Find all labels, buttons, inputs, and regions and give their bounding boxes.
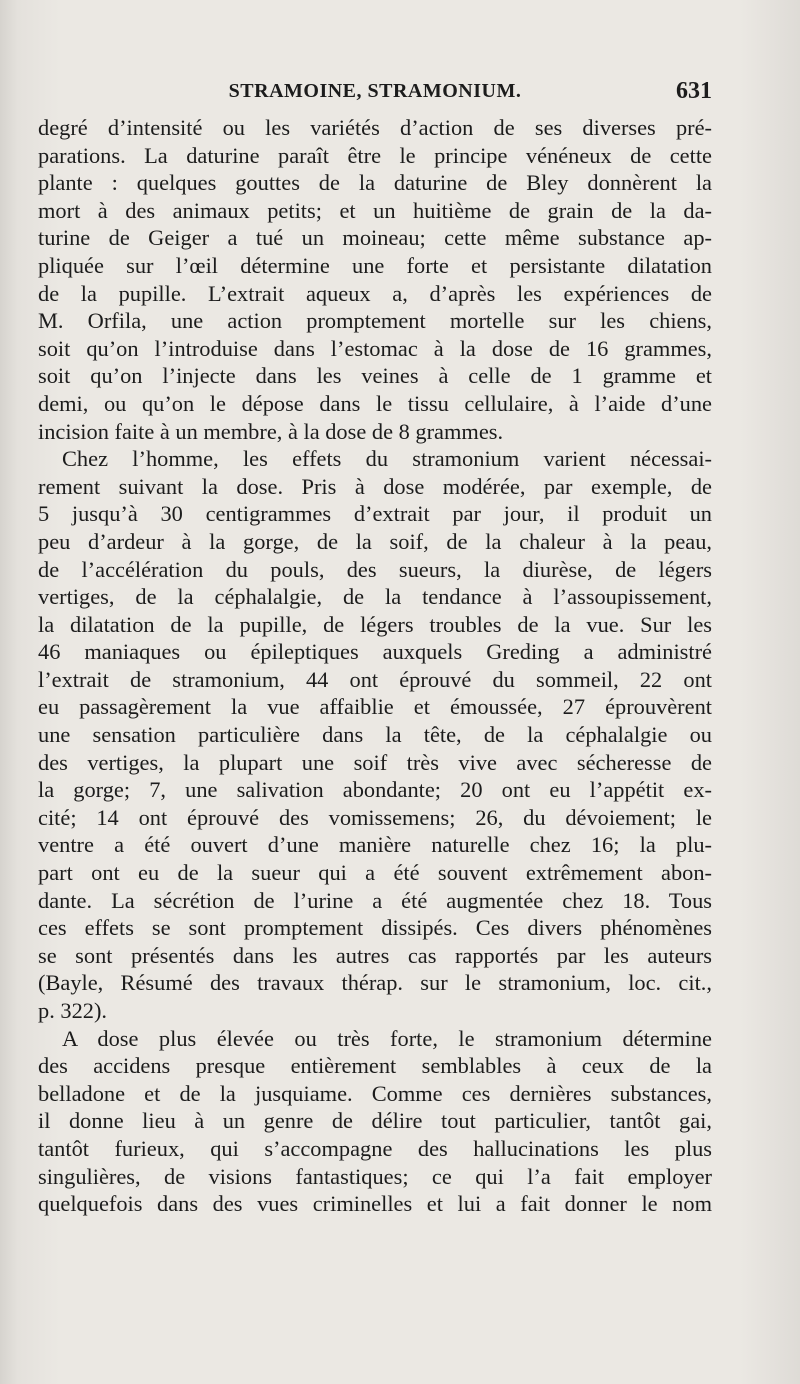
page-number: 631 [676,78,712,104]
text-line: (Bayle, Résumé des travaux thérap. sur le stramonium, loc. cit., [38,970,712,996]
text-line: belladone et de la jusquiame. Comme ces dernières substances, [38,1080,712,1106]
text-line: tantôt furieux, qui s’accompagne des hallucinations les plus [38,1135,712,1161]
text-line: degré d’intensité ou les variétés d’action de ses diverses pré- [38,115,712,140]
text-line: 46 maniaques ou épileptiques auxquels Greding a administré [38,639,712,665]
text-line: plante : quelques gouttes de la daturine de Bley donnèrent la [38,170,712,196]
text-line: des accidens presque entièrement semblables à ceux de la [38,1053,712,1079]
paragraph-3 [38,1025,712,1218]
body-text [38,114,712,1218]
text-line: M. Orfila, une action promptement mortelle sur les chiens, [38,308,712,334]
text-line: Chez l’homme, les effets du stramonium varient nécessai- [62,446,712,472]
text-line: turine de Geiger a tué un moineau; cette même substance ap- [38,225,712,251]
text-line: des vertiges, la plupart une soif très vive avec sécheresse de [38,749,712,775]
running-head: STRAMOINE, STRAMONIUM. [228,80,522,102]
text-line: la dilatation de la pupille, de légers troubles de la vue. Sur les [38,611,712,637]
text-line: ces effets se sont promptement dissipés. Ces divers phénomènes [38,915,712,941]
text-line: une sensation particulière dans la tête, de la céphalalgie ou [38,722,712,748]
text-line: se sont présentés dans les autres cas rapportés par les auteurs [38,942,712,968]
text-line: A dose plus élevée ou très forte, le stramonium détermine [62,1025,712,1051]
text-line: rement suivant la dose. Pris à dose modérée, par exemple, de [38,473,712,499]
text-line: quelquefois dans des vues criminelles et lui a fait donner le nom [38,1191,712,1217]
text-line: eu passagèrement la vue affaiblie et émoussée, 27 éprouvèrent [38,694,712,720]
text-line: de la pupille. L’extrait aqueux a, d’après les expériences de [38,280,712,306]
text-line: 5 jusqu’à 30 centigrammes d’extrait par jour, il produit un [38,501,712,527]
text-line: soit qu’on l’introduise dans l’estomac à la dose de 16 grammes, [38,335,712,361]
text-line: il donne lieu à un genre de délire tout particulier, tantôt gai, [38,1108,712,1134]
text-line: parations. La daturine paraît être le principe vénéneux de cette [38,142,712,168]
text-line: incision faite à un membre, à la dose de 8 grammes. [38,418,504,444]
text-line: ventre a été ouvert d’une manière naturelle chez 16; la plu- [38,832,712,858]
text-line: peu d’ardeur à la gorge, de la soif, de la chaleur à la peau, [38,528,712,554]
text-line: soit qu’on l’injecte dans les veines à celle de 1 gramme et [38,363,712,389]
text-line: vertiges, de la céphalalgie, de la tendance à l’assoupissement, [38,584,712,610]
text-line: pliquée sur l’œil détermine une forte et persistante dilatation [38,252,712,278]
paragraph-1 [38,114,712,445]
paragraph-2 [38,445,712,1024]
text-line: part ont eu de la sueur qui a été souvent extrêmement abon- [38,860,712,886]
text-line: mort à des animaux petits; et un huitième de grain de la da- [38,197,712,223]
text-line: cité; 14 ont éprouvé des vomissemens; 26, du dévoiement; le [38,804,712,830]
text-line: l’extrait de stramonium, 44 ont éprouvé du sommeil, 22 ont [38,666,712,692]
page-header [38,80,712,112]
text-line: de l’accélération du pouls, des sueurs, la diurèse, de légers [38,556,712,582]
text-line: la gorge; 7, une salivation abondante; 20 ont eu l’appétit ex- [38,777,712,803]
text-line: singulières, de visions fantastiques; ce qui l’a fait employer [38,1163,712,1189]
text-line: p. 322). [38,998,108,1023]
text-line: demi, ou qu’on le dépose dans le tissu cellulaire, à l’aide d’une [38,390,712,416]
text-line: dante. La sécrétion de l’urine a été augmentée chez 18. Tous [38,887,712,913]
